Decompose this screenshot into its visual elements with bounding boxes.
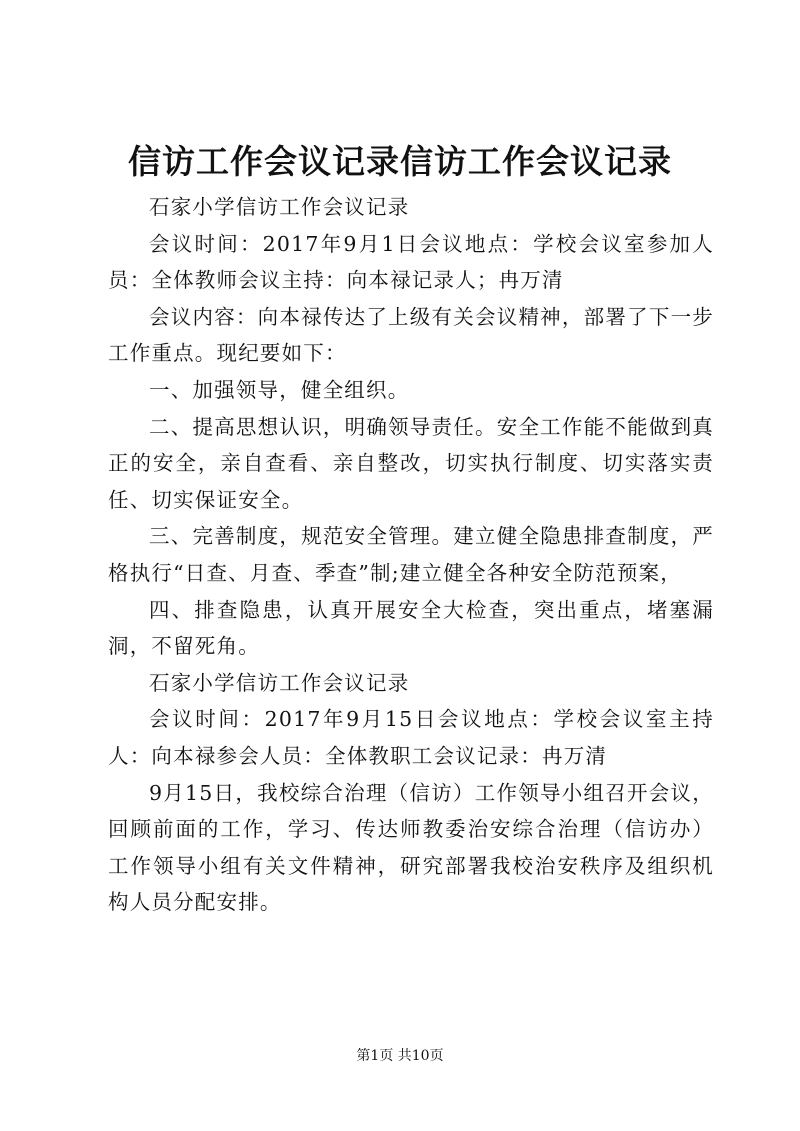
page-number-footer: 第1页 共10页	[356, 1048, 444, 1064]
point-one: 一、加强领导，健全组织。	[149, 377, 410, 402]
document-title: 信访工作会议记录信访工作会议记录	[128, 142, 672, 181]
school-meeting-heading-1: 石家小学信访工作会议记录	[149, 195, 410, 219]
meeting-info-1: 会议时间：2017年9月1日会议地点：学校会议室参加人员：全体教师会议主持：向本禄记录人；冉万清	[108, 231, 714, 293]
meeting-content: 会议内容：向本禄传达了上级有关会议精神，部署了下一步工作重点。现纪要如下：	[108, 304, 714, 366]
point-four: 四、排查隐患，认真开展安全大检查，突出重点，堵塞漏洞，不留死角。	[108, 597, 714, 659]
document-body	[108, 189, 714, 921]
point-three: 三、完善制度，规范安全管理。建立健全隐患排查制度，严格执行“日查、月查、季查”制;建立健全各种安全防范预案，	[108, 524, 714, 585]
point-two: 二、提高思想认识，明确领导责任。安全工作能不能做到真正的安全，亲自查看、亲自整改，切实执行制度、切实落实责任、切实保证安全。	[108, 414, 714, 512]
meeting-summary: 9月15日，我校综合治理（信访）工作领导小组召开会议，回顾前面的工作，学习、传达师教委治安综合治理（信访办）工作领导小组有关文件精神，研究部署我校治安秩序及组织机构人员分配安排。	[108, 780, 714, 915]
school-meeting-heading-2: 石家小学信访工作会议记录	[149, 670, 410, 695]
meeting-info-2: 会议时间：2017年9月15日会议地点：学校会议室主持人：向本禄参会人员：全体教职工会议记录：冉万清	[108, 707, 714, 768]
